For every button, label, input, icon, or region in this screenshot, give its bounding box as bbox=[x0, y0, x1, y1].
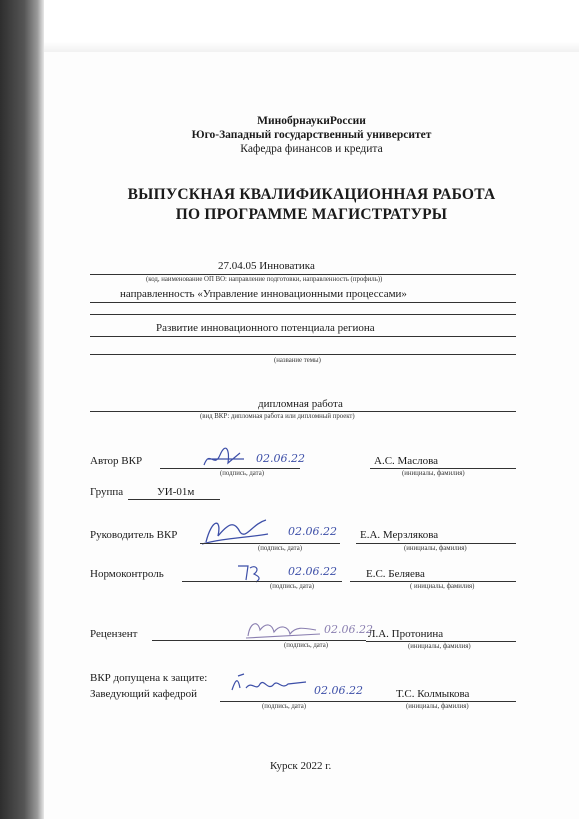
thesis-topic: Развитие инновационного потенциала региона bbox=[156, 322, 375, 334]
city-year: Курск 2022 г. bbox=[270, 760, 332, 772]
supervisor-name-caption: (инициалы, фамилия) bbox=[404, 545, 467, 552]
head-sign-date: 02.06.22 bbox=[314, 684, 363, 697]
supervisor-sign-caption: (подпись, дата) bbox=[258, 545, 302, 552]
group-value: УИ-01м bbox=[157, 486, 195, 498]
head-name-caption: (инициалы, фамилия) bbox=[406, 703, 469, 710]
normcontrol-sign-line bbox=[182, 581, 342, 582]
supervisor-name-line bbox=[356, 543, 516, 544]
reviewer-name-line bbox=[366, 641, 516, 642]
program-code: 27.04.05 Инноватика bbox=[218, 260, 315, 272]
reviewer-label: Рецензент bbox=[90, 628, 138, 640]
supervisor-name: Е.А. Мерзлякова bbox=[360, 529, 439, 541]
normcontrol-name: Е.С. Беляева bbox=[366, 568, 425, 580]
scan-edge-shadow bbox=[0, 0, 44, 819]
program-focus-line bbox=[90, 302, 516, 303]
author-name-line bbox=[370, 468, 516, 469]
author-name: А.С. Маслова bbox=[374, 455, 438, 467]
reviewer-sign-caption: (подпись, дата) bbox=[284, 642, 328, 649]
normcontrol-sign-caption: (подпись, дата) bbox=[270, 583, 314, 590]
normcontrol-label: Нормоконтроль bbox=[90, 568, 164, 580]
work-type-line bbox=[90, 411, 516, 412]
thesis-topic-caption: (название темы) bbox=[274, 357, 321, 364]
department-name: Кафедра финансов и кредита bbox=[240, 143, 383, 155]
normcontrol-sign-date: 02.06.22 bbox=[288, 565, 337, 578]
normcontrol-name-line bbox=[350, 581, 516, 582]
program-code-caption: (код, наименование ОП ВО: направление подготовки, направленность (профиль)) bbox=[146, 276, 383, 283]
supervisor-sign-date: 02.06.22 bbox=[288, 525, 337, 538]
author-sign-date: 02.06.22 bbox=[256, 452, 305, 465]
thesis-topic-line bbox=[90, 336, 516, 337]
reviewer-name-caption: (инициалы, фамилия) bbox=[408, 643, 471, 650]
author-name-caption: (инициалы, фамилия) bbox=[402, 470, 465, 477]
reviewer-signature bbox=[244, 616, 322, 642]
supervisor-sign-line bbox=[200, 543, 340, 544]
document-subtitle: ПО ПРОГРАММЕ МАГИСТРАТУРЫ bbox=[175, 206, 448, 223]
reviewer-name: Л.А. Протонина bbox=[368, 628, 444, 640]
head-name-line bbox=[384, 701, 516, 702]
work-type: дипломная работа bbox=[258, 398, 343, 410]
supervisor-label: Руководитель ВКР bbox=[90, 529, 178, 541]
head-signature bbox=[230, 672, 310, 698]
reviewer-sign-date: 02.06.22 bbox=[324, 623, 373, 636]
title-page bbox=[44, 52, 579, 819]
work-type-caption: (вид ВКР: дипломная работа или дипломный проект) bbox=[200, 413, 355, 420]
program-code-line bbox=[90, 274, 516, 275]
admission-label: ВКР допущена к защите: bbox=[90, 672, 208, 684]
author-label: Автор ВКР bbox=[90, 455, 143, 467]
document-title: ВЫПУСКНАЯ КВАЛИФИКАЦИОННАЯ РАБОТА bbox=[127, 186, 496, 203]
head-name: Т.С. Колмыкова bbox=[396, 688, 470, 700]
blank-line-1 bbox=[90, 314, 516, 315]
university-name: Юго-Западный государственный университет bbox=[191, 129, 432, 141]
author-sign-line bbox=[160, 468, 300, 469]
program-focus: направленность «Управление инновационными процессами» bbox=[120, 288, 407, 300]
author-sign-caption: (подпись, дата) bbox=[220, 470, 264, 477]
group-label: Группа bbox=[90, 486, 124, 498]
head-sign-line bbox=[220, 701, 390, 702]
group-line bbox=[128, 499, 220, 500]
normcontrol-name-caption: ( инициалы, фамилия) bbox=[410, 583, 475, 590]
head-sign-caption: (подпись, дата) bbox=[262, 703, 306, 710]
ministry-name: МинобрнаукиРоссии bbox=[257, 115, 366, 127]
scan-top-margin bbox=[44, 0, 579, 52]
head-of-department-label: Заведующий кафедрой bbox=[90, 688, 197, 700]
reviewer-sign-line bbox=[152, 640, 366, 641]
thesis-topic-line-2 bbox=[90, 354, 516, 355]
